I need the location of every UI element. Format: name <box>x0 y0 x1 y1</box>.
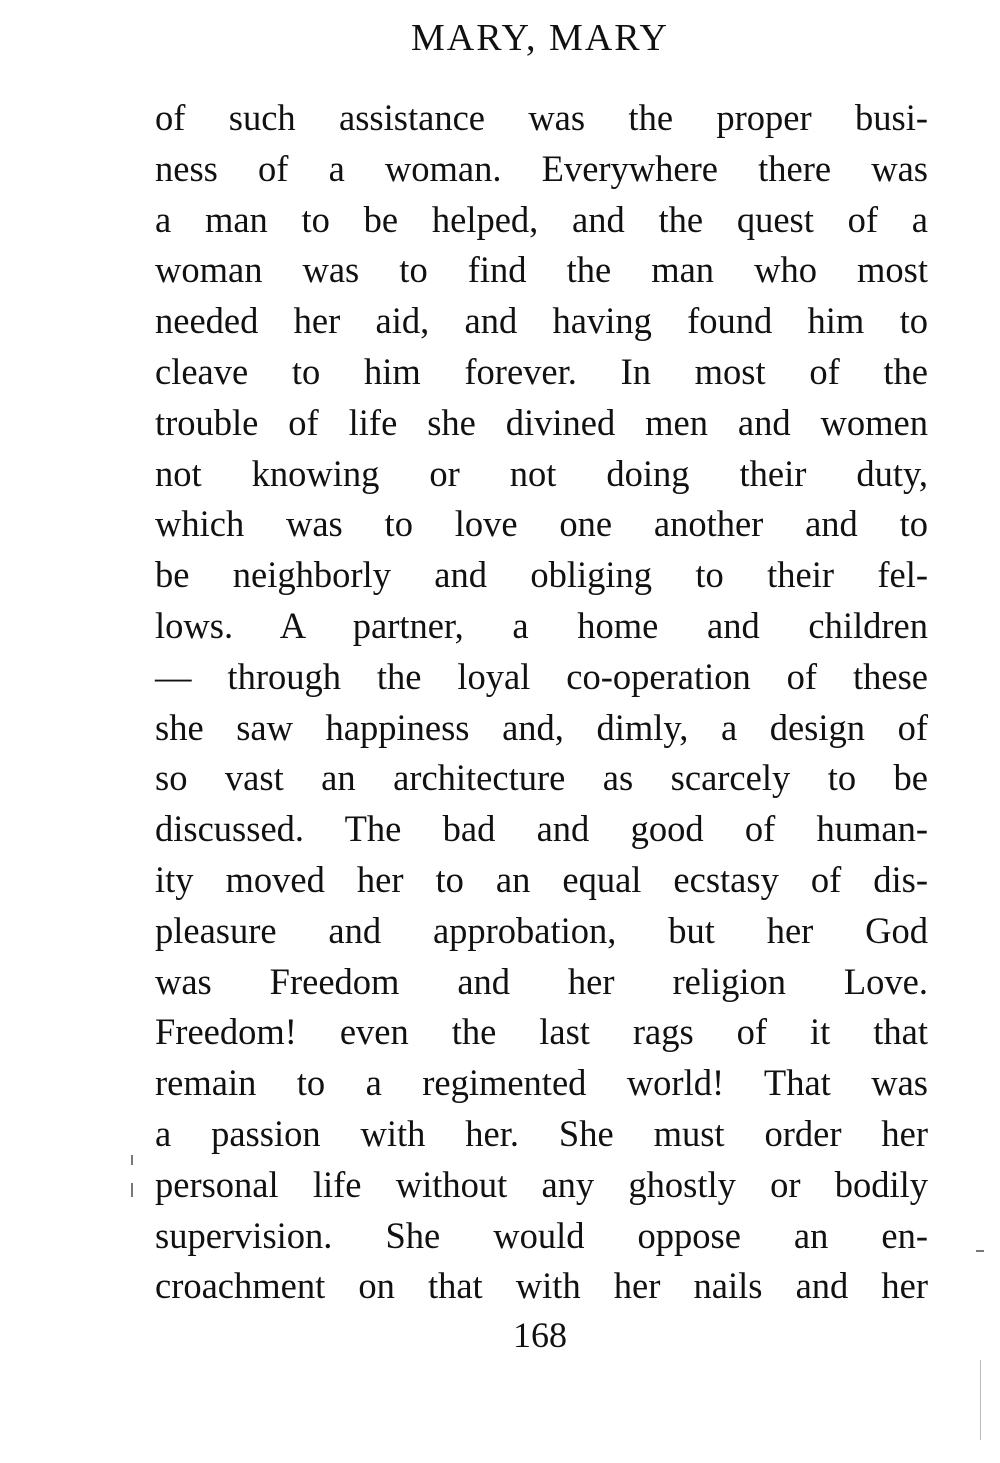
text-line: cleave to him forever. In most of the <box>155 350 928 392</box>
text-line: so vast an architecture as scarcely to be <box>155 757 928 799</box>
scan-artifact <box>131 1155 133 1165</box>
text-line: — through the loyal co-operation of these <box>155 655 928 697</box>
text-line: ness of a woman. Everywhere there was <box>155 147 928 189</box>
text-line: supervision. She would oppose an en- <box>155 1214 928 1256</box>
text-line: was Freedom and her religion Love. <box>155 960 928 1002</box>
text-line: lows. A partner, a home and children <box>155 604 928 646</box>
text-line: not knowing or not doing their duty, <box>155 452 928 494</box>
text-line: a man to be helped, and the quest of a <box>155 198 928 240</box>
text-line: pleasure and approbation, but her God <box>155 909 928 951</box>
text-line: of such assistance was the proper busi- <box>155 97 928 138</box>
scan-artifact <box>980 1360 981 1440</box>
text-line: croachment on that with her nails and her <box>155 1265 928 1307</box>
text-line: needed her aid, and having found him to <box>155 300 928 342</box>
running-head: MARY, MARY <box>411 17 669 59</box>
body-text <box>155 93 928 1312</box>
text-line: discussed. The bad and good of human- <box>155 808 928 850</box>
text-line: a passion with her. She must order her <box>155 1112 928 1154</box>
text-line: she saw happiness and, dimly, a design of <box>155 706 928 748</box>
text-line: trouble of life she divined men and women <box>155 401 928 443</box>
text-line: woman was to find the man who most <box>155 249 928 291</box>
scan-artifact <box>976 1250 984 1252</box>
text-line: personal life without any ghostly or bodily <box>155 1163 928 1205</box>
scan-artifact <box>131 1183 133 1197</box>
text-line: ity moved her to an equal ecstasy of dis- <box>155 858 928 900</box>
text-line: which was to love one another and to <box>155 503 928 545</box>
text-line: Freedom! even the last rags of it that <box>155 1011 928 1053</box>
page-number: 168 <box>513 1315 567 1355</box>
text-line: remain to a regimented world! That was <box>155 1062 928 1104</box>
text-line: be neighborly and obliging to their fel- <box>155 554 928 596</box>
